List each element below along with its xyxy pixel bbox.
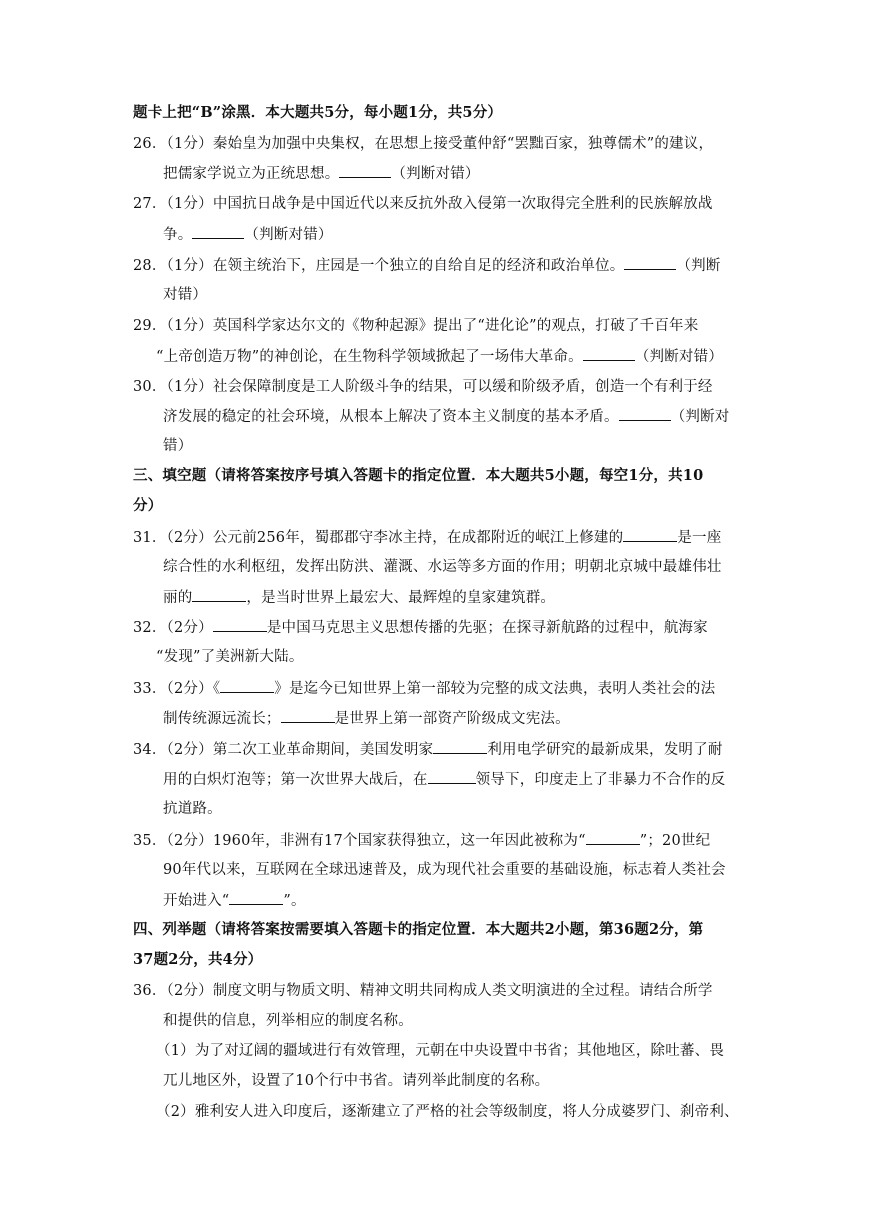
section-four-heading-line2: 37题2分，共4分） bbox=[133, 951, 263, 968]
answer-blank[interactable] bbox=[220, 678, 274, 693]
section-four-heading: 四、列举题（请将答案按需要填入答题卡的指定位置．本大题共2小题，第36题2分，第 bbox=[133, 921, 704, 938]
question-31: 31．（2分）公元前256年，蜀郡郡守李冰主持，在成都附近的岷江上修建的 是一座 bbox=[133, 527, 721, 547]
question-36-part2: （2）雅利安人进入印度后，逐渐建立了严格的社会等级制度，将人分成婆罗门、刹帝利、 bbox=[156, 1104, 739, 1120]
answer-blank[interactable] bbox=[624, 255, 676, 270]
question-36: 36．（2分）制度文明与物质文明、精神文明共同构成人类文明演进的全过程。请结合所学 bbox=[133, 983, 713, 999]
question-35-line2: 90年代以来，互联网在全球迅速普及，成为现代社会重要的基础设施，标志着人类社会 bbox=[163, 862, 726, 878]
answer-blank[interactable] bbox=[428, 769, 476, 784]
question-36-line2: 和提供的信息，列举相应的制度名称。 bbox=[163, 1013, 413, 1029]
question-27: 27．（1分）中国抗日战争是中国近代以来反抗外敌入侵第一次取得完全胜利的民族解放战 bbox=[133, 196, 713, 212]
answer-blank[interactable] bbox=[192, 224, 244, 239]
answer-blank[interactable] bbox=[339, 163, 391, 178]
question-34-line3: 抗道路。 bbox=[163, 801, 222, 817]
answer-blank[interactable] bbox=[619, 406, 671, 421]
answer-blank[interactable] bbox=[433, 739, 487, 754]
answer-blank[interactable] bbox=[623, 527, 677, 542]
question-29: 29．（1分）英国科学家达尔文的《物种起源》提出了“进化论”的观点，打破了千百年来 bbox=[133, 318, 699, 334]
question-30-line2: 济发展的稳定的社会环境，从根本上解决了资本主义制度的基本矛盾。 （判断对 bbox=[163, 406, 730, 426]
answer-blank[interactable] bbox=[229, 890, 283, 905]
question-28: 28．（1分）在领主统治下，庄园是一个独立的自给自足的经济和政治单位。 （判断 bbox=[133, 255, 721, 275]
question-34: 34．（2分）第二次工业革命期间，美国发明家 利用电学研究的最新成果，发明了耐 bbox=[133, 739, 723, 759]
question-30-line3: 错） bbox=[163, 438, 193, 454]
question-29-line2: “上帝创造万物”的神创论，在生物科学领域掀起了一场伟大革命。 （判断对错） bbox=[156, 346, 723, 366]
question-28-line2: 对错） bbox=[163, 287, 208, 303]
question-26: 26．（1分）秦始皇为加强中央集权，在思想上接受董仲舒“罢黜百家，独尊儒术”的建议， bbox=[133, 136, 714, 152]
section-two-instruction-tail: 题卡上把“B”涂黑．本大题共5分，每小题1分，共5分） bbox=[133, 104, 503, 121]
question-34-line2: 用的白炽灯泡等；第一次世界大战后，在 领导下，印度走上了非暴力不合作的反 bbox=[163, 769, 726, 789]
question-35: 35．（2分）1960年，非洲有17个国家获得独立，这一年因此被称为“ ”；20世纪 bbox=[133, 830, 710, 850]
question-32-line2: “发现”了美洲新大陆。 bbox=[156, 649, 304, 665]
answer-blank[interactable] bbox=[281, 708, 335, 723]
question-27-line2: 争。 （判断对错） bbox=[163, 224, 333, 244]
answer-blank[interactable] bbox=[583, 346, 635, 361]
question-36-part1-line2: 兀儿地区外，设置了10个行中书省。请列举此制度的名称。 bbox=[163, 1073, 550, 1089]
question-33: 33．（2分）《 》是迄今已知世界上第一部较为完整的成文法典，表明人类社会的法 bbox=[133, 678, 715, 698]
question-26-line2: 把儒家学说立为正统思想。 （判断对错） bbox=[163, 163, 480, 183]
question-36-part1: （1）为了对辽阔的疆域进行有效管理，元朝在中央设置中书省；其他地区，除吐蕃、畏 bbox=[156, 1043, 725, 1059]
question-31-line2: 综合性的水利枢纽，发挥出防洪、灌溉、水运等多方面的作用；明朝北京城中最雄伟壮 bbox=[163, 559, 722, 575]
section-three-heading-line2: 分） bbox=[133, 497, 163, 514]
question-33-line2: 制传统源远流长； 是世界上第一部资产阶级成文宪法。 bbox=[163, 708, 570, 728]
question-30: 30．（1分）社会保障制度是工人阶级斗争的结果，可以缓和阶级矛盾，创造一个有利于经 bbox=[133, 379, 713, 395]
question-35-line3: 开始进入“ ”。 bbox=[163, 890, 306, 910]
answer-blank[interactable] bbox=[213, 617, 267, 632]
answer-blank[interactable] bbox=[586, 830, 640, 845]
section-three-heading: 三、填空题（请将答案按序号填入答题卡的指定位置．本大题共5小题，每空1分，共10 bbox=[133, 467, 704, 484]
answer-blank[interactable] bbox=[192, 587, 246, 602]
question-32: 32．（2分） 是中国马克思主义思想传播的先驱；在探寻新航路的过程中，航海家 bbox=[133, 617, 708, 637]
question-31-line3: 丽的 ，是当时世界上最宏大、最辉煌的皇家建筑群。 bbox=[163, 587, 555, 607]
